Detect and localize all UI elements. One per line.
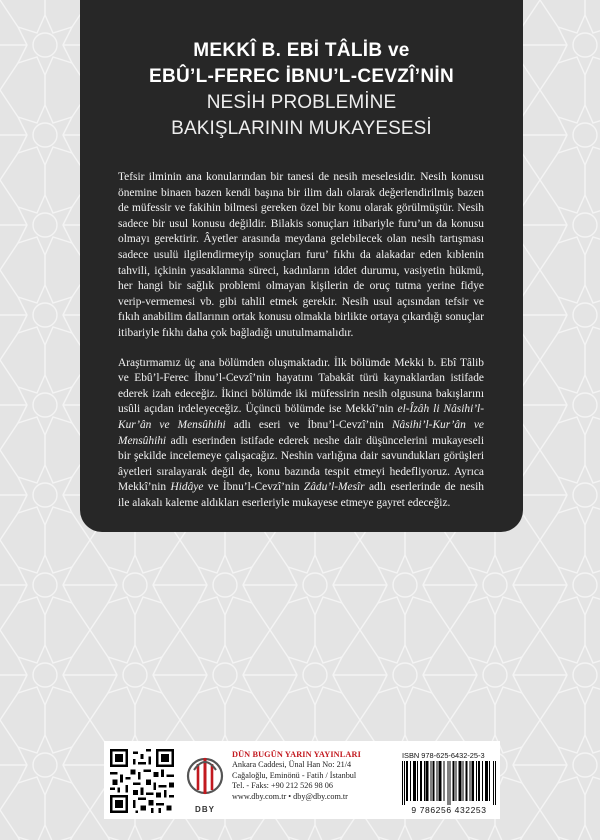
publisher-web[interactable]: www.dby.com.tr • dby@dby.com.tr	[232, 791, 348, 801]
p2-text-2: adlı eseri ve İbnu’l-Cevzî’nin	[233, 418, 384, 431]
paragraph-2	[118, 356, 484, 512]
qr-code[interactable]	[110, 749, 174, 813]
p2-text-4: ve İbnu’l-Cevzî’nin	[207, 481, 300, 494]
book-title	[80, 38, 523, 142]
p2-italic-work-3: Hidâye	[170, 481, 204, 494]
p2-italic-work-1: el-Îzâh li Nâsihi’l-Kur’ân ve Mensûhihi	[118, 403, 485, 431]
publisher-info	[232, 750, 382, 802]
p2-italic-work-2: Nâsihi’l-Kur’ân ve Mensûhihi	[118, 418, 484, 447]
title-line-1: MEKKÎ B. EBİ TÂLİB ve	[193, 40, 410, 61]
p2-text-5: adlı eserlerinde de nesih ile alakalı kaleme aldıkları eserleriyle mukayese etmeye gayret edeceğiz.	[118, 481, 484, 509]
publisher-address-1: Ankara Caddesi, Ünal Han No: 21/4	[232, 760, 352, 770]
publisher-address-2: Cağaloğlu, Eminönü - Fatih / İstanbul	[232, 770, 357, 780]
barcode-number: 9 786256 432253	[411, 805, 487, 815]
back-cover-text	[118, 170, 484, 511]
subtitle-line-1: NESİH PROBLEMİNE	[206, 92, 397, 113]
title-line-2: EBÛ’L-FEREC İBNU’L-CEVZÎ’NİN	[148, 66, 454, 87]
publisher-footer-box	[104, 741, 500, 819]
p2-italic-work-4: Zâdu’l-Mesîr	[303, 481, 365, 494]
publisher-name: DÜN BUGÜN YARIN YAYINLARI	[232, 750, 361, 759]
publisher-logo-icon	[186, 750, 224, 808]
p2-text-1: Araştırmamız üç ana bölümden oluşmaktadır. İlk bölümde Mekki b. Ebî Tâlib ve Ebû’l-Ferec İbnu’l-Cevzî’nin hayatını Tabakât türü kaynaklardan istifade ederek izah edeceğiz. İkinci bölümde iki müfessirin nesih olgusuna bakışlarını usûli açıdan irdeleyeceğiz. Üçüncü bölümde ise Mekkî’nin	[118, 356, 484, 416]
p2-text-3: adlı eserinden istifade ederek neshe dair düşüncelerini mukayeseli bir şekilde incelemeye çalışacağız. Neshin varlığına dair savundukları görüşleri âyetleri sıralayarak değil de, konu bazında tespit etmeyi hedefliyoruz. Ayrıca Mekkî’nin	[118, 434, 484, 494]
paragraph-1: Tefsir ilminin ana konularından bir tanesi de nesih meselesidir. Nesih konusu önemine binaen bazen kendi başına bir ilim dalı olarak değerlendirilmiş bazen de müfessir ve fakihin bilmesi gereken özel bir konu olarak görülmüştür. Nesih sadece bir usul konusu değildir. Bilakis sonuçları itibariyle furu’un da konusu olmayı gerektirir. Âyetler arasında meydana gelebilecek olan nesih tartışması sadece usulü ilgilendirmeyip sonuçları furu’ fıkhı da alakadar eden kıblenin tahvili, içkinin yasaklanma süreci, kadınların iddet durumu, vasiyetin hükmü, her hangi bir sağlık problemi olmayan kişilerin de oruç tutma yerine fidye verip-vermemesi vb. gibi tahlil etmek gerekir. Nesih usul açısından tefsir ve fıkıh anabilim dallarının ortak konusu olmakla birlikte ortaya çıkardığı sonuçlar itibariyle fıkhı daha çok bağladığı unutulmamalıdır.	[118, 171, 484, 339]
publisher-phone: Tel. - Faks: +90 212 526 98 06	[232, 781, 333, 791]
isbn-label: ISBN 978-625-6432-25-3	[402, 751, 485, 760]
subtitle-line-2: BAKIŞLARININ MUKAYESESİ	[171, 118, 432, 139]
isbn-barcode	[402, 761, 496, 805]
publisher-logo-text: DBY	[195, 805, 215, 814]
